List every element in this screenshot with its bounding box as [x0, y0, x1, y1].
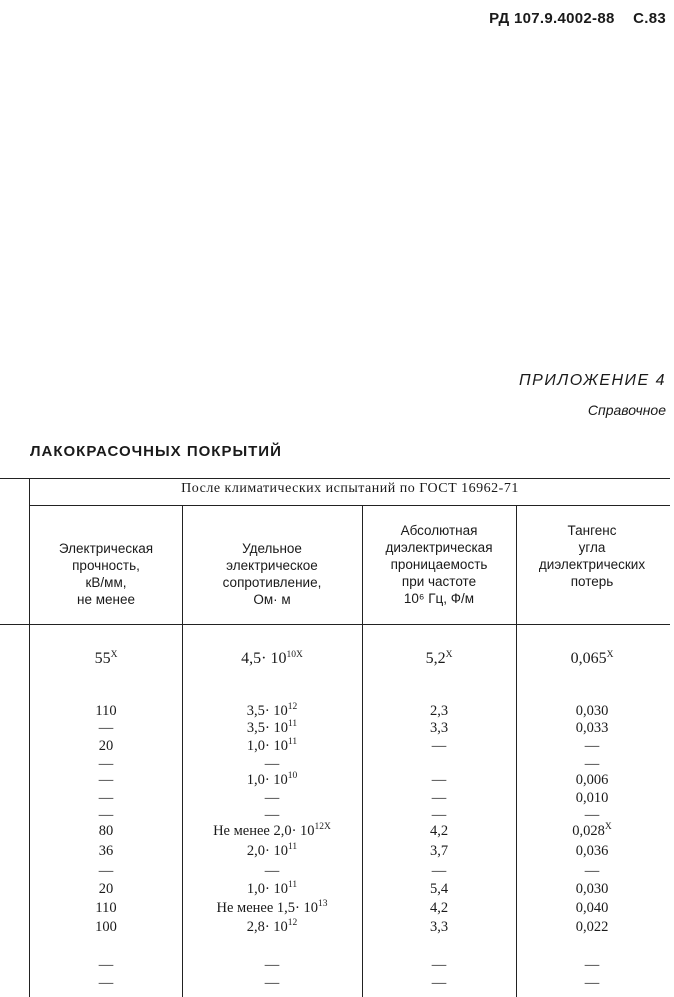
table-cell-c3: — [431, 957, 447, 973]
table-caption: После климатических испытаний по ГОСТ 16962-71 [181, 481, 519, 496]
table-cell-c2: $1,0\cdot 10^{11}$ [246, 880, 298, 897]
table-cell-c2: — [264, 807, 280, 823]
table-row [0, 650, 674, 668]
exponent: 12 [287, 702, 298, 712]
column-header-strength: Электрическая прочность, кВ/мм, не менее [58, 541, 154, 607]
exponent: X [445, 650, 453, 660]
table-row [0, 974, 674, 992]
exponent: X [604, 822, 612, 832]
exponent: X [110, 650, 118, 660]
table-cell-c3: 3,3 [429, 720, 449, 736]
table-cell-c4: — [584, 738, 600, 754]
document-code: РД 107.9.4002-88 [489, 10, 615, 27]
table-cell-c2: $2,0\cdot 10^{11}$ [246, 842, 298, 859]
table-cell-c2: — [264, 863, 280, 879]
table-cell-c1: 110 [95, 900, 117, 916]
table-cell-c4: 0,030 [575, 703, 609, 719]
table-cell-c4: $0,028^X$ [572, 822, 612, 839]
table-cell-c3: — [431, 863, 447, 879]
table-row [0, 719, 674, 737]
appendix-label: ПРИЛОЖЕНИЕ 4 [519, 372, 666, 389]
table-row [0, 771, 674, 789]
table-cell-c4: 0,040 [575, 900, 609, 916]
page-header [475, 10, 666, 27]
table-cell-c3: 4,2 [429, 823, 449, 839]
table-row [0, 737, 674, 755]
table-cell-c2: $3,5\cdot 10^{11}$ [246, 719, 298, 736]
table-cell-c4: 0,006 [575, 772, 609, 788]
table-cell-c1: — [98, 720, 114, 736]
table-cell-c2: — [264, 756, 280, 772]
table-cell-c2: $2,8\cdot 10^{12}$ [246, 918, 298, 935]
exponent: 11 [287, 880, 298, 890]
table-cell-c4: — [584, 756, 600, 772]
table-cell-c4: 0,033 [575, 720, 609, 736]
table-cell-c3: — [431, 738, 447, 754]
table-cell-c1: $55^X$ [94, 650, 118, 667]
table-cell-c3: 4,2 [429, 900, 449, 916]
caption-rule [30, 505, 670, 506]
section-title: ЛАКОКРАСОЧНЫХ ПОКРЫТИЙ [30, 443, 282, 460]
table-cell-c4: 0,036 [575, 843, 609, 859]
table-row [0, 956, 674, 974]
column-header-resistivity: Удельное электрическое сопротивление, Ом· м [222, 541, 322, 607]
table-row [0, 862, 674, 880]
table-cell-c3: 2,3 [429, 703, 449, 719]
table-cell-c4: $0,065^X$ [570, 650, 614, 667]
table-cell-c2: $1,0\cdot 10^{11}$ [246, 737, 298, 754]
table-cell-c1: — [98, 863, 114, 879]
table-cell-c2: — [264, 790, 280, 806]
table-cell-c3: 3,7 [429, 843, 449, 859]
table-cell-c1: 100 [95, 919, 117, 935]
table-cell-c2: $3,5\cdot 10^{12}$ [246, 702, 298, 719]
table-cell-c1: — [98, 790, 114, 806]
table-row [0, 789, 674, 807]
table-cell-c2: $1,0\cdot 10^{10}$ [246, 771, 298, 788]
table-cell-c3: — [431, 790, 447, 806]
exponent: 10 [287, 771, 298, 781]
table-cell-c2: — [264, 957, 280, 973]
table-cell-c2: $4,5\cdot 10^{10X}$ [241, 650, 303, 667]
table-cell-c1: — [98, 772, 114, 788]
table-row [0, 842, 674, 860]
table-cell-c4: — [584, 807, 600, 823]
table-cell-c3: — [431, 772, 447, 788]
table-cell-c1: 20 [98, 738, 114, 754]
exponent: 11 [287, 719, 298, 729]
exponent: 12 [287, 918, 298, 928]
table-cell-c4: 0,022 [575, 919, 609, 935]
table-cell-c4: — [584, 863, 600, 879]
appendix-type: Справочное [587, 402, 666, 418]
table-cell-c1: 36 [98, 843, 114, 859]
table-cell-c1: 80 [98, 823, 114, 839]
table-cell-c1: — [98, 975, 114, 991]
table-cell-c3: — [431, 975, 447, 991]
column-header-permittivity: Абсолютная диэлектрическая проницаемость при частоте 10⁶ Гц, Ф/м [385, 523, 493, 606]
header-bottom-rule [0, 624, 670, 625]
table-cell-c4: — [584, 975, 600, 991]
table-cell-c1: — [98, 756, 114, 772]
table-row [0, 822, 674, 840]
table-row [0, 899, 674, 917]
table-cell-c1: — [98, 957, 114, 973]
table-cell-c3: $5,2^X$ [425, 650, 453, 667]
column-header-loss-tangent: Тангенс угла диэлектрических потерь [538, 523, 646, 589]
table-cell-c2: Не менее $1,5\cdot 10^{13}$ [216, 899, 328, 916]
exponent: 11 [287, 737, 298, 747]
table-cell-c1: 20 [98, 881, 114, 897]
table-row [0, 918, 674, 936]
page-number: С.83 [633, 10, 666, 27]
table-cell-c4: — [584, 957, 600, 973]
table-row [0, 702, 674, 720]
table-cell-c3: 3,3 [429, 919, 449, 935]
table-top-rule [0, 478, 670, 479]
table-row [0, 880, 674, 898]
table-cell-c1: — [98, 807, 114, 823]
table-cell-c2: — [264, 975, 280, 991]
table-cell-c4: 0,010 [575, 790, 609, 806]
exponent: 11 [287, 842, 298, 852]
table-cell-c1: 110 [95, 703, 117, 719]
table-cell-c2: Не менее $2,0\cdot 10^{12X}$ [213, 822, 331, 839]
table-cell-c3: — [431, 807, 447, 823]
table-cell-c3: 5,4 [429, 881, 449, 897]
table-cell-c4: 0,030 [575, 881, 609, 897]
exponent: 12X [314, 822, 331, 832]
exponent: 13 [317, 899, 328, 909]
exponent: X [606, 650, 614, 660]
exponent: 10X [286, 650, 303, 660]
